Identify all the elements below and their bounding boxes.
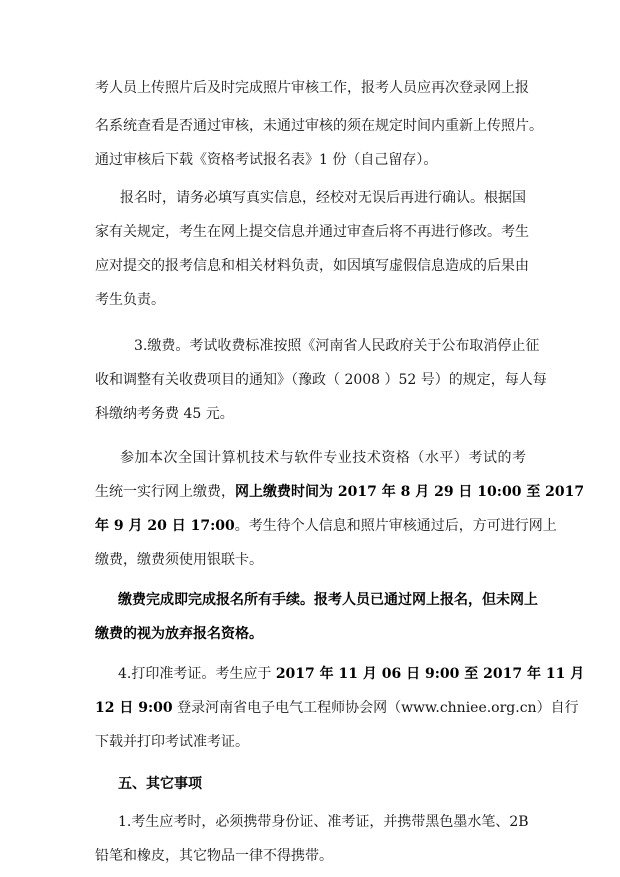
text-line: 下载并打印考试准考证。 — [95, 734, 249, 750]
text-line: 家有关规定，考生在网上提交信息并通过审查后将不再进行修改。考生 — [95, 224, 529, 240]
text-line: 缴费，缴费须使用银联卡。 — [95, 552, 263, 568]
bold-text-segment: 12 日 9:00 — [95, 700, 173, 716]
text-line: 考生负责。 — [95, 292, 165, 308]
text-segment: 4.打印准考证。考生应于 — [118, 666, 276, 682]
text-line: 3.缴费。考试收费标准按照《河南省人民政府关于公布取消停止征 — [134, 338, 540, 354]
text-line — [95, 482, 585, 502]
bold-text-segment: 2017 年 11 月 06 日 9:00 至 2017 年 11 月 — [275, 666, 585, 682]
text-line: 科缴纳考务费 45 元。 — [95, 406, 234, 422]
text-line: 应对提交的报考信息和相关材料负责，如因填写虚假信息造成的后果由 — [95, 258, 529, 274]
text-line: 名系统查看是否通过审核，未通过审核的须在规定时间内重新上传照片。 — [95, 118, 543, 134]
text-segment: 登录河南省电子电气工程师协会网（www.chniee.org.cn）自行 — [172, 700, 579, 716]
bold-text-segment: 网上缴费时间为 2017 年 8 月 29 日 10:00 至 2017 — [235, 484, 585, 500]
text-line: 考人员上传照片后及时完成照片审核工作，报考人员应再次登录网上报 — [95, 80, 529, 96]
text-line — [95, 516, 557, 536]
text-line: 铅笔和橡皮，其它物品一律不得携带。 — [95, 848, 333, 864]
text-line: 参加本次全国计算机技术与软件专业技术资格（水平）考试的考 — [120, 450, 526, 466]
bold-text-line: 缴费的视为放弃报名资格。 — [95, 626, 263, 642]
text-line: 报名时，请务必填写真实信息，经校对无误后再进行确认。根据国 — [120, 190, 526, 206]
text-line: 通过审核后下载《资格考试报名表》1 份（自己留存）。 — [95, 152, 438, 168]
bold-text-segment: 年 9 月 20 日 17:00 — [95, 518, 235, 534]
text-segment: 生统一实行网上缴费， — [95, 484, 235, 500]
text-segment: 。考生待个人信息和照片审核通过后，方可进行网上 — [234, 518, 557, 534]
text-line — [118, 664, 585, 684]
section-heading: 五、其它事项 — [118, 776, 202, 792]
bold-text-line: 缴费完成即完成报名所有手续。报考人员已通过网上报名，但未网上 — [118, 592, 538, 608]
text-line: 1.考生应考时，必须携带身份证、准考证，并携带黑色墨水笔、2B — [118, 814, 529, 830]
text-line — [95, 698, 579, 718]
text-line: 收和调整有关收费项目的通知》（豫政（ 2008 ）52 号）的规定，每人每 — [95, 372, 547, 388]
